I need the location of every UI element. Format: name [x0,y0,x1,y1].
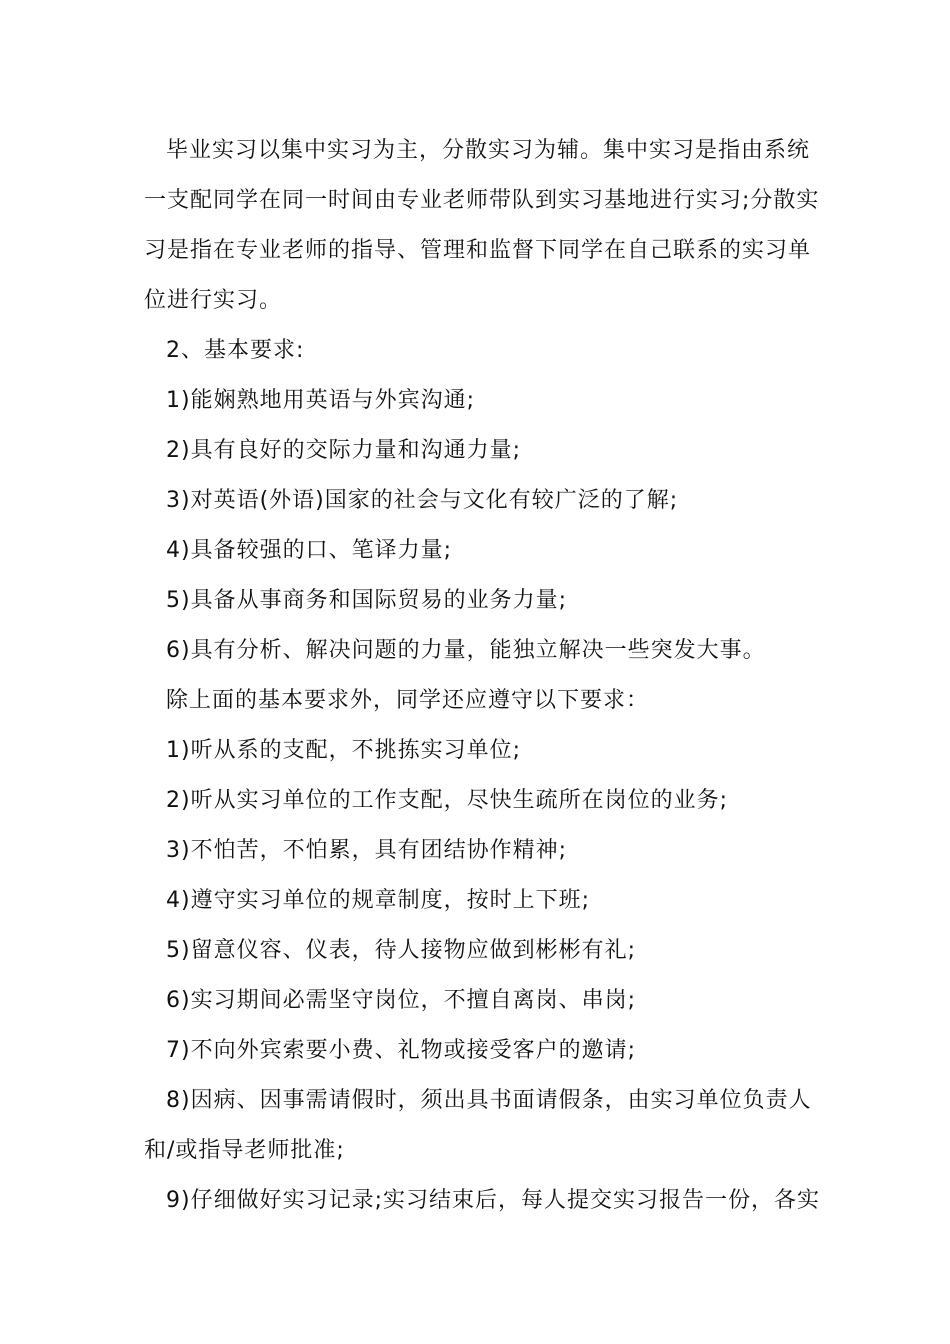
intro-line-2: 一支配同学在同一时间由专业老师带队到实习基地进行实习;分散实 [144,188,820,213]
additional-requirement-4: 4)遵守实习单位的规章制度，按时上下班; [166,888,590,913]
basic-requirement-3: 3)对英语(外语)国家的社会与文化有较广泛的了解; [166,488,679,513]
additional-requirement-8-line-1: 8)因病、因事需请假时，须出具书面请假条，由实习单位负责人 [166,1088,812,1113]
section-heading: 2、基本要求: [166,338,305,363]
intro-line-1: 毕业实习以集中实习为主，分散实习为辅。集中实习是指由系统 [166,138,811,163]
intro-line-4: 位进行实习。 [144,288,283,313]
basic-requirement-6: 6)具有分析、解决问题的力量，能独立解决一些突发大事。 [166,638,766,663]
additional-requirement-5: 5)留意仪容、仪表，待人接物应做到彬彬有礼; [166,938,636,963]
basic-requirement-4: 4)具备较强的口、笔译力量; [166,538,452,563]
basic-requirement-1: 1)能娴熟地用英语与外宾沟通; [166,388,475,413]
additional-requirement-9-line-1: 9)仔细做好实习记录;实习结束后，每人提交实习报告一份，各实 [166,1188,820,1213]
document-body [144,126,820,1226]
additional-requirement-2: 2)听从实习单位的工作支配，尽快生疏所在岗位的业务; [166,788,728,813]
intro-line-3: 习是指在专业老师的指导、管理和监督下同学在自己联系的实习单 [144,238,812,263]
additional-requirement-8-line-2: 和/或指导老师批准; [144,1138,345,1163]
additional-requirement-7: 7)不向外宾索要小费、礼物或接受客户的邀请; [166,1038,636,1063]
additional-intro: 除上面的基本要求外，同学还应遵守以下要求： [166,688,650,713]
additional-requirement-6: 6)实习期间必需坚守岗位，不擅自离岗、串岗; [166,988,636,1013]
basic-requirement-2: 2)具有良好的交际力量和沟通力量; [166,438,521,463]
basic-requirement-5: 5)具备从事商务和国际贸易的业务力量; [166,588,567,613]
additional-requirement-3: 3)不怕苦，不怕累，具有团结协作精神; [166,838,567,863]
additional-requirement-1: 1)听从系的支配，不挑拣实习单位; [166,738,521,763]
